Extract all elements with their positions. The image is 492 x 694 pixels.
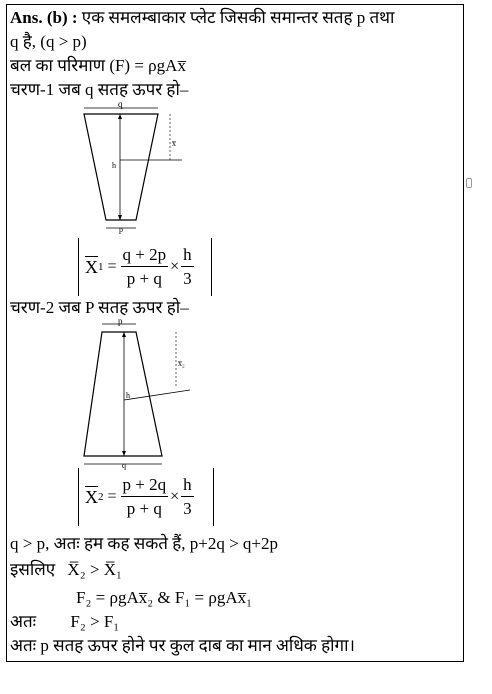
force-comparison: F₂ > F₁ (70, 612, 120, 631)
eq2-h-numerator: h (181, 475, 194, 497)
answer-line-2: q है, (q > p) (10, 32, 87, 51)
equation-1: $\overline{X}$ 1 = $\frac{q + 2p}{p + q}$ × $\frac{h}{3}$ (78, 238, 212, 296)
eq1-h-numerator: h (181, 245, 194, 267)
answer-label: Ans. (b) : (10, 8, 78, 27)
trapezoid-diagram-2 (78, 318, 198, 470)
final-statement: अतः p सतह ऊपर होने पर कुल दाब का मान अधिक होगा। (10, 636, 355, 655)
eq1-h-denominator: 3 (183, 269, 192, 288)
eq2-h-denominator: 3 (183, 499, 192, 518)
centroid-line (124, 390, 190, 400)
trapezoid-shape (84, 114, 158, 220)
equation-2: $\overline{X}$ 2 = $\frac{p + 2q}{p + q}$ × $\frac{h}{3}$ (78, 468, 214, 526)
conclusion-line-4 (10, 612, 119, 632)
step1-heading: चरण-1 जब q सतह ऊपर हो– (10, 80, 189, 99)
force-formula: बल का परिमाण (F) = ρgAx̅ (10, 56, 186, 75)
eq2-sub: 2 (98, 491, 104, 503)
hence-word: अतः (10, 612, 37, 631)
trapezoid-shape (84, 332, 162, 456)
conclusion-line-1: q > p, अतः हम कह सकते हैं, p+2q > q+2p (10, 534, 279, 553)
eq1-h-fraction (181, 245, 194, 289)
eq1-sub: 1 (98, 261, 104, 273)
eq2-lhs: $\overline{X}$ (85, 486, 98, 507)
conclusion-line-2 (10, 560, 122, 580)
xbar-label: x̅₂ (178, 359, 185, 368)
xbar-comparison: X̅₂ > X̅₁ (67, 560, 122, 579)
top-label-q: q (118, 102, 123, 109)
bottom-label-q: q (122, 461, 126, 470)
eq1-times: × (170, 258, 180, 275)
eq1-denominator: p + q (126, 269, 162, 288)
answer-line-1 (10, 8, 394, 28)
eq2-fraction (121, 475, 169, 519)
eq2-times: × (170, 488, 180, 505)
eq2-h-fraction (181, 475, 194, 519)
trapezoid-diagram-1 (78, 102, 188, 234)
eq1-numerator: q + 2p (121, 245, 169, 267)
therefore-word: इसलिए (10, 560, 56, 579)
eq1-lhs: $\overline{X}$ (85, 256, 98, 277)
height-label: h (112, 161, 116, 170)
xbar-label: x̅ (172, 139, 176, 148)
bottom-label-p: p (119, 225, 123, 234)
height-label: h (126, 391, 130, 400)
top-label-p: p (118, 318, 123, 326)
answer-text: एक समलम्बाकार प्लेट जिसकी समान्तर सतह p तथा (81, 8, 395, 27)
step2-heading: चरण-2 जब P सतह ऊपर हो– (10, 298, 189, 317)
eq2-numerator: p + 2q (121, 475, 169, 497)
force-equations: F₂ = ρgAx̅₂ & F₁ = ρgAx̅₁ (76, 588, 253, 607)
eq1-fraction (121, 245, 169, 289)
margin-marker (466, 178, 472, 188)
eq2-denominator: p + q (126, 499, 162, 518)
